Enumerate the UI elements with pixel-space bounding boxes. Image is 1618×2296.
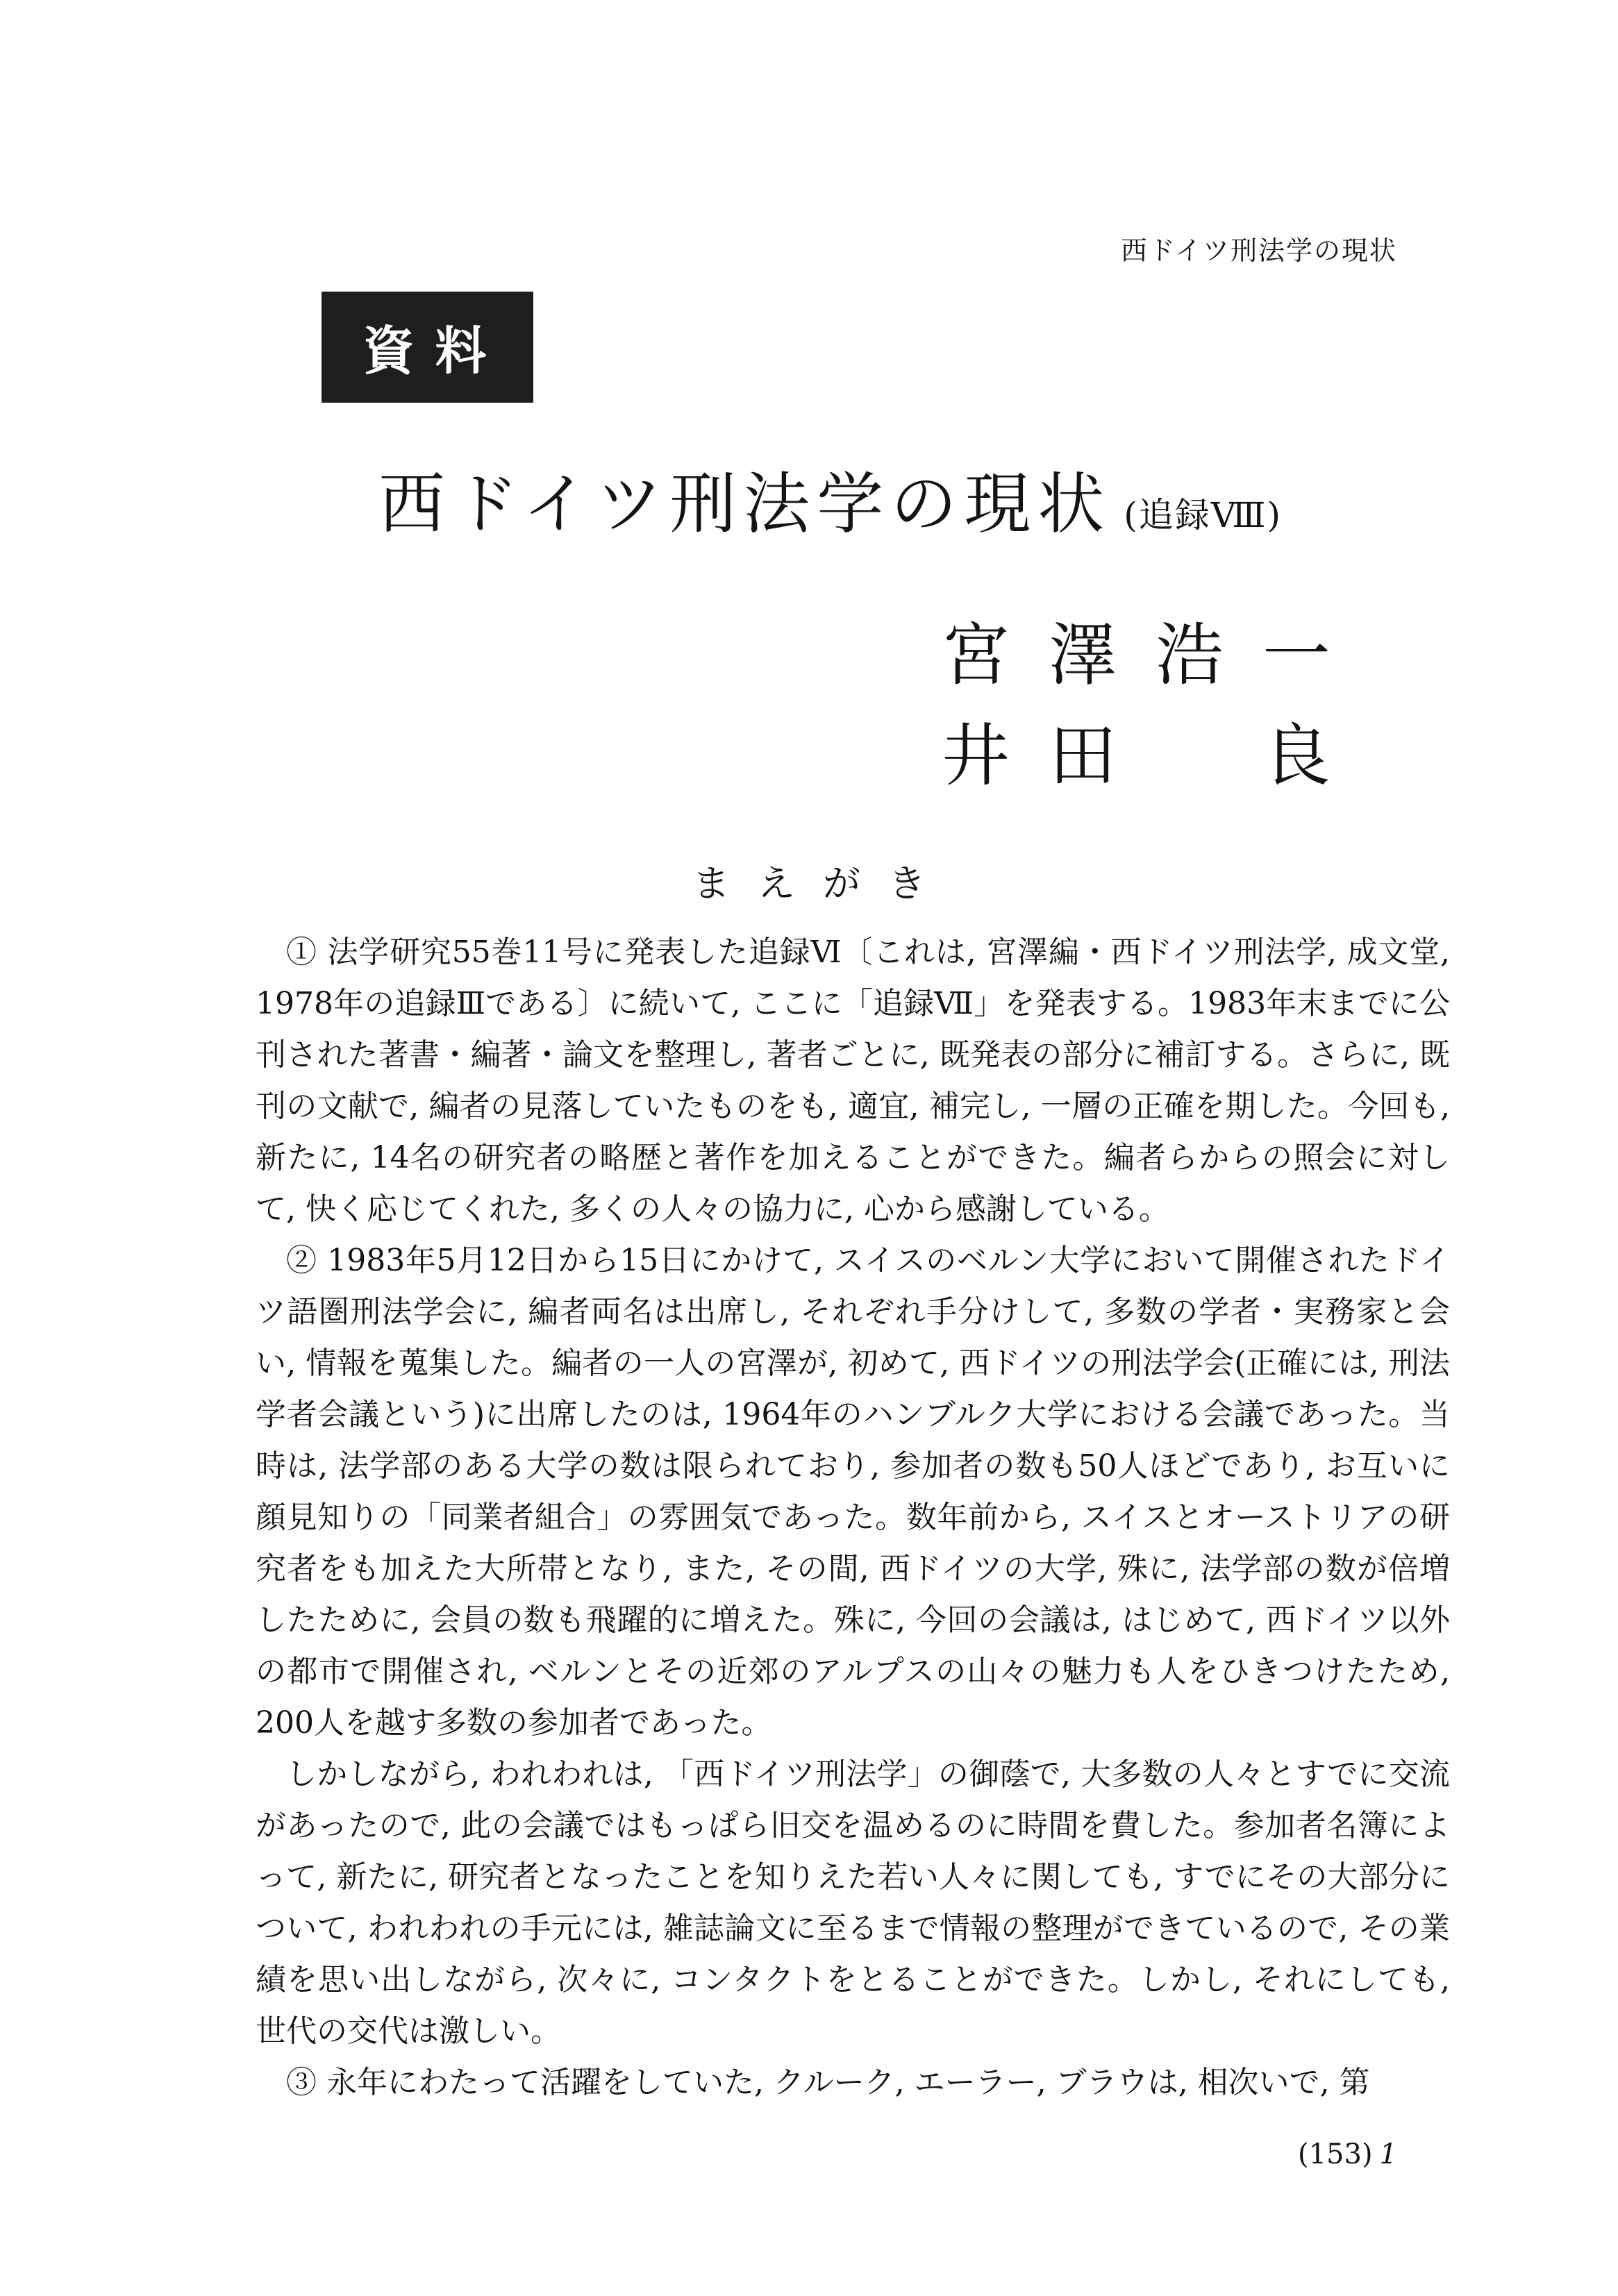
title-main: 西ドイツ刑法学の現状 — [378, 465, 1112, 543]
section-label-badge: 資料 — [322, 292, 533, 403]
author-char: 澤 — [1049, 616, 1117, 695]
body-text — [256, 927, 1450, 2109]
page-number — [1298, 2138, 1397, 2170]
author-name-2 — [942, 717, 1331, 796]
paragraph: ② 1983年5月12日から15日にかけて, スイスのベルン大学において開催されたドイツ語圏刑法学会に, 編者両名は出席し, それぞれ手分けして, 多数の学者・実務家と会い, 情報を蒐集した。編者の一人の宮澤が, 初めて, 西ドイツの刑法学会(正確には, 刑法学者会議という)に出席したのは, 1964年のハンブルク大学における会議であった。当時は, 法学部のある大学の数は限られており, 参加者の数も50人ほどであり, お互いに顔見知りの「同業者組合」の雰囲気であった。数年前から, スイスとオーストリアの研究者をも加えた大所帯となり, また, その間, 西ドイツの大学, 殊に, 法学部の数が倍増したために, 会員の数も飛躍的に増えた。殊に, 今回の会議は, はじめて, 西ドイツ以外の都市で開催され, ベルンとその近郊のアルプスの山々の魅力も人をひきつけたため, 200人を越す多数の参加者であった。 — [256, 1243, 1450, 1741]
title-suffix: (追録Ⅷ) — [1124, 495, 1282, 535]
page-serial: (153) — [1297, 2138, 1373, 2170]
author-char: 井 — [942, 717, 1010, 796]
paragraph: ① 法学研究55巻11号に発表した追録Ⅵ〔これは, 宮澤編・西ドイツ刑法学, 成文堂, 1978年の追録Ⅲである〕に続いて, ここに「追録Ⅶ」を発表する。1983年末までに公刊された著書・編著・論文を整理し, 著者ごとに, 既発表の部分に補訂する。さらに, 既刊の文献で, 編者の見落していたものをも, 適宜, 補完し, 一層の正確を期した。今回も, 新たに, 14名の研究者の略歴と著作を加えることができた。編者らからの照会に対して, 快く応じてくれた, 多くの人々の協力に, 心から感謝している。 — [256, 935, 1450, 1227]
author-char: 田 — [1049, 717, 1117, 796]
author-char: 宮 — [942, 616, 1010, 695]
paragraph: しかしながら, われわれは, 「西ドイツ刑法学」の御蔭で, 大多数の人々とすでに交流があったので, 此の会議ではもっぱら旧交を温めるのに時間を費した。参加者名簿によって, 新たに, 研究者となったことを知りえた若い人々に関しても, すでにその大部分について, われわれの手元には, 雑誌論文に至るまで情報の整理ができているので, その業績を思い出しながら, 次々に, コンタクトをとることができた。しかし, それにしても, 世代の交代は激しい。 — [256, 1757, 1450, 2049]
running-head: 西ドイツ刑法学の現状 — [1120, 235, 1397, 266]
author-char: 良 — [1262, 717, 1331, 796]
author-char — [1156, 722, 1224, 790]
paragraph: ③ 永年にわたって活躍をしていた, クルーク, エーラー, ブラウは, 相次いで, 第 — [286, 2065, 1370, 2100]
author-char: 一 — [1262, 616, 1331, 695]
page-folio: 1 — [1379, 2138, 1397, 2170]
author-name-1 — [942, 616, 1331, 695]
author-char: 浩 — [1156, 616, 1224, 695]
preface-heading: まえがき — [692, 862, 953, 905]
article-title — [378, 451, 1282, 546]
